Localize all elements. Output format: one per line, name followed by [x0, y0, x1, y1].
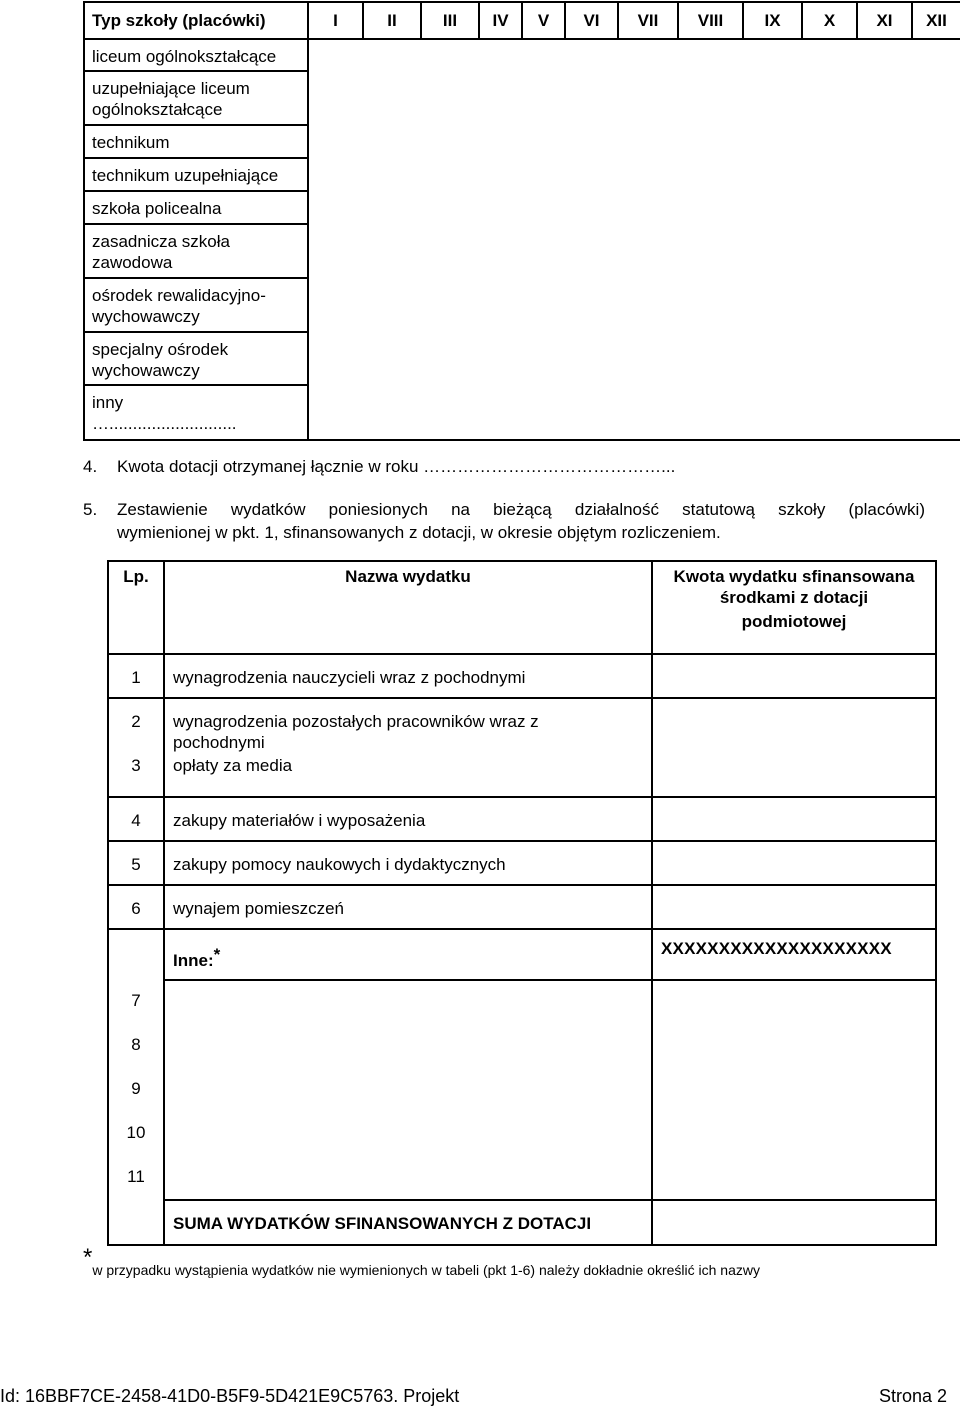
footnote — [83, 1244, 760, 1278]
other-amount-cell: XXXXXXXXXXXXXXXXXXXX — [652, 929, 936, 980]
expense-name: opłaty za media — [164, 753, 652, 797]
footnote-mark: * — [83, 1244, 93, 1271]
section-5-line2: wymienionej w pkt. 1, sfinansowanych z dotacji, w okresie objętym rozliczeniem. — [117, 523, 721, 542]
expense-name: wynajem pomieszczeń — [164, 885, 652, 929]
month-header: VI — [565, 2, 618, 39]
expense-name: wynagrodzenia nauczycieli wraz z pochodnymi — [164, 654, 652, 698]
sum-amount-cell[interactable] — [652, 1200, 936, 1245]
expense-name: wynagrodzenia pozostałych pracowników wraz z pochodnymi — [164, 698, 652, 753]
row-number: 6 — [108, 885, 164, 929]
section-5-line1: Zestawienie wydatków poniesionych na bieżącą działalność statutową szkoły (placówki) — [117, 500, 925, 519]
school-type-table — [83, 1, 960, 441]
row-number: 11 — [108, 1156, 164, 1200]
footnote-text: w przypadku wystąpienia wydatków nie wymienionych w tabeli (pkt 1-6) należy dokładnie określić ich nazwy — [92, 1262, 760, 1278]
amount-cell[interactable] — [652, 885, 936, 929]
row-number: 7 — [108, 980, 164, 1024]
month-header: XI — [857, 2, 912, 39]
month-header: XII — [912, 2, 960, 39]
page-number: Strona 2 — [878, 1386, 947, 1406]
expense-name: zakupy materiałów i wyposażenia — [164, 797, 652, 841]
month-header: II — [363, 2, 421, 39]
month-header: VII — [618, 2, 678, 39]
document-id: Id: 16BBF7CE-2458-41D0-B5F9-5D421E9C5763. Projekt — [0, 1386, 460, 1406]
row-number: 9 — [108, 1068, 164, 1112]
name-header: Nazwa wydatku — [164, 561, 652, 654]
row-number: 10 — [108, 1112, 164, 1156]
school-type-row: specjalny ośrodek wychowawczy — [84, 332, 308, 385]
school-type-row: liceum ogólnokształcące — [84, 39, 308, 71]
other-expenses-label: Inne:* — [164, 929, 652, 980]
amount-cell[interactable] — [652, 698, 936, 797]
row-number-empty — [108, 929, 164, 980]
school-type-row: ośrodek rewalidacyjno- wychowawczy — [84, 278, 308, 332]
row-number: 2 — [108, 698, 164, 753]
amount-header: Kwota wydatku sfinansowana środkami z dotacji podmiotowej — [652, 561, 936, 654]
row-number: 5 — [108, 841, 164, 885]
month-header: X — [802, 2, 857, 39]
amount-cell[interactable] — [652, 797, 936, 841]
school-type-row: technikum — [84, 125, 308, 158]
section-number: 5. — [83, 500, 98, 519]
month-header: I — [308, 2, 363, 39]
month-values-area[interactable] — [308, 39, 960, 440]
row-number: 8 — [108, 1024, 164, 1068]
school-type-row: szkoła policealna — [84, 191, 308, 224]
month-header: IV — [479, 2, 522, 39]
school-type-row: uzupełniające liceum ogólnokształcące — [84, 71, 308, 125]
other-expense-amounts-area[interactable] — [652, 980, 936, 1200]
row-number: 1 — [108, 654, 164, 698]
amount-cell[interactable] — [652, 841, 936, 885]
row-number: 4 — [108, 797, 164, 841]
grant-amount-line: Kwota dotacji otrzymanej łącznie w roku ……………………………………... — [117, 457, 676, 476]
row-number: 3 — [108, 753, 164, 797]
expense-name: zakupy pomocy naukowych i dydaktycznych — [164, 841, 652, 885]
amount-cell[interactable] — [652, 654, 936, 698]
month-header: V — [522, 2, 565, 39]
lp-header: Lp. — [108, 561, 164, 654]
school-type-row-other: inny …........................... — [84, 385, 308, 440]
month-header: IX — [743, 2, 802, 39]
section-number: 4. — [83, 457, 98, 476]
school-type-row: technikum uzupełniające — [84, 158, 308, 191]
month-header: III — [421, 2, 479, 39]
school-type-header: Typ szkoły (placówki) — [84, 2, 308, 39]
other-expense-names-area[interactable] — [164, 980, 652, 1200]
school-type-row: zasadnicza szkoła zawodowa — [84, 224, 308, 278]
expense-table — [107, 560, 937, 1246]
sum-label: SUMA WYDATKÓW SFINANSOWANYCH Z DOTACJI — [164, 1200, 652, 1245]
month-header: VIII — [678, 2, 743, 39]
row-number-empty — [108, 1200, 164, 1245]
